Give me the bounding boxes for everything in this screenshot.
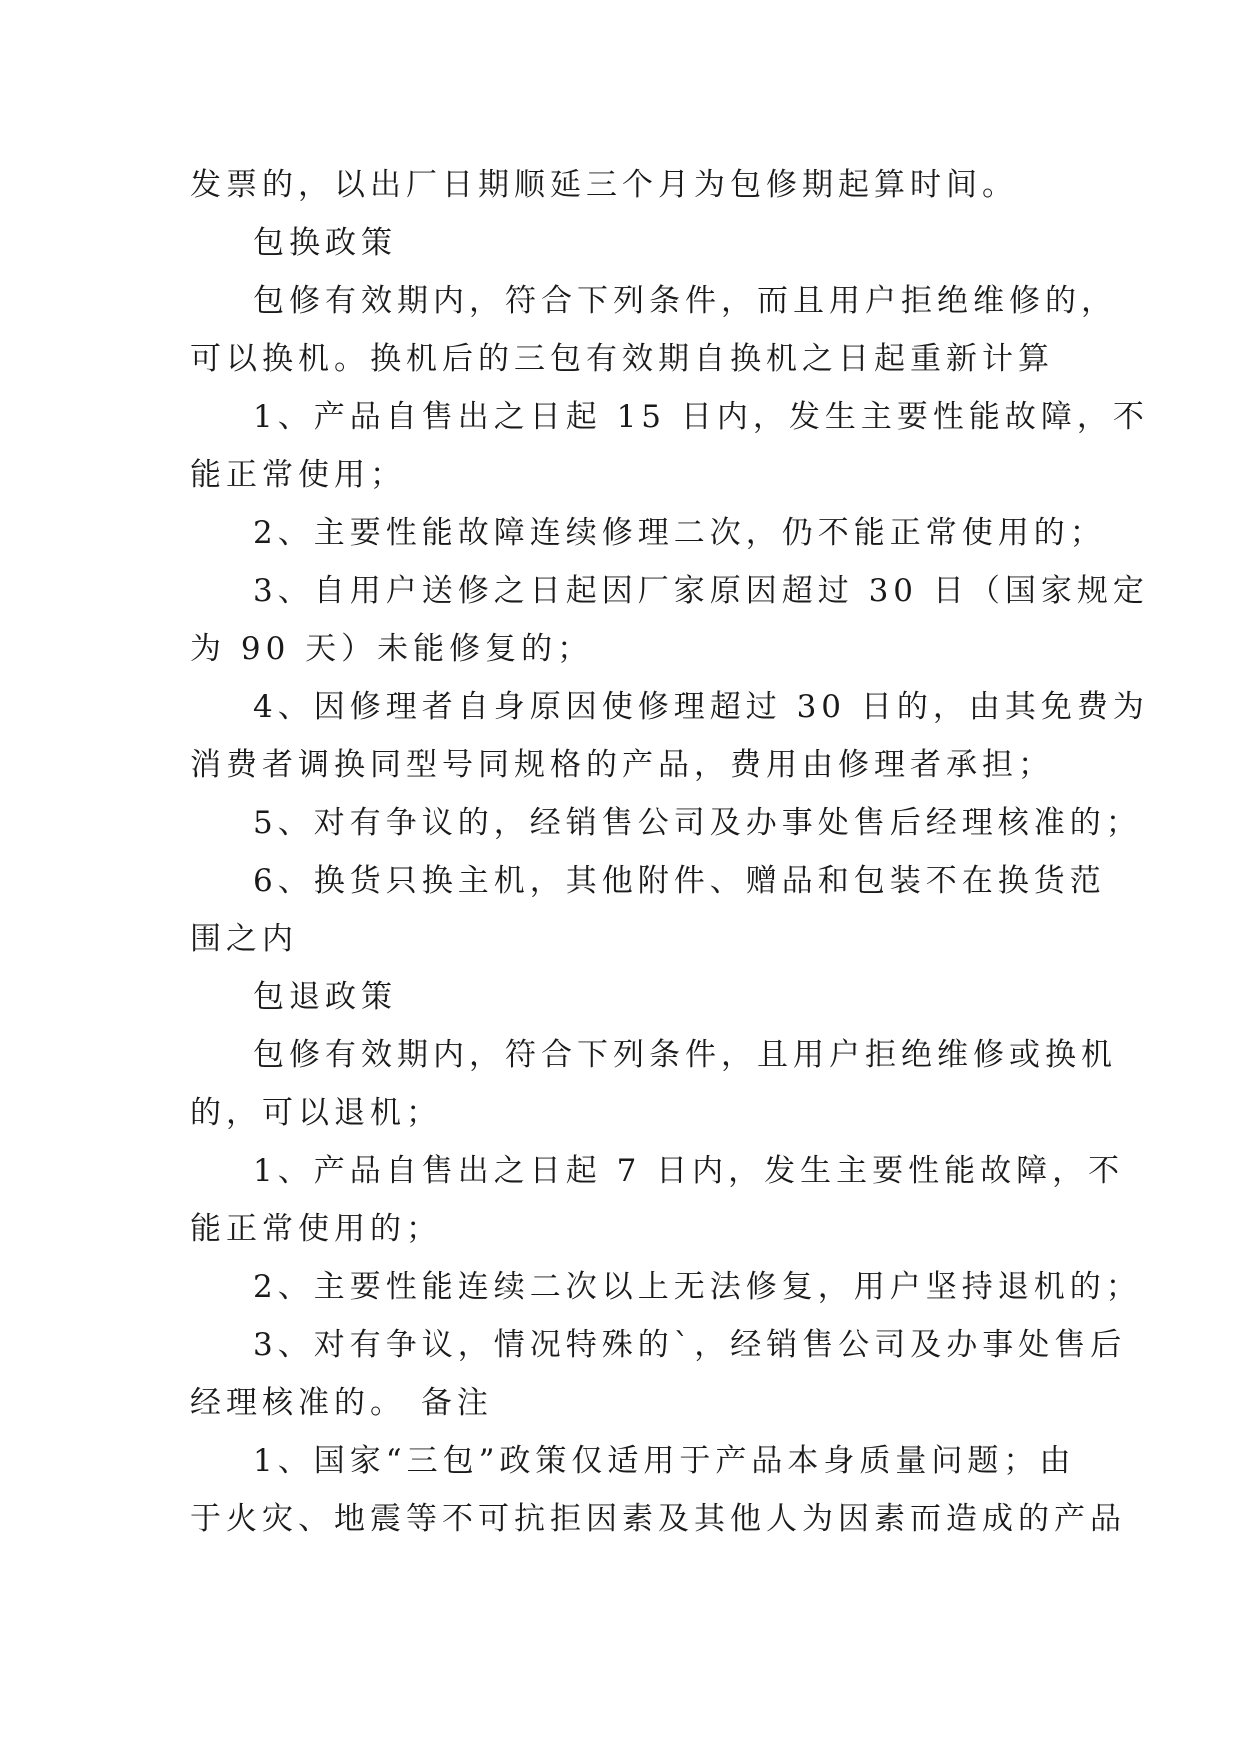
list-item: 2、主要性能故障连续修理二次，仍不能正常使用的； [253,515,1106,551]
list-item: 1、产品自售出之日起 15 日内，发生主要性能故障，不 [253,399,1149,435]
section-heading-return: 包退政策 [253,979,397,1015]
text-line: 能正常使用的； [190,1211,442,1247]
text-line: 于火灾、地震等不可抗拒因素及其他人为因素而造成的产品 [190,1501,1126,1537]
section-heading-exchange: 包换政策 [253,225,397,261]
text-line: 包修有效期内，符合下列条件，且用户拒绝维修或换机 [253,1037,1117,1073]
list-item: 1、产品自售出之日起 7 日内，发生主要性能故障，不 [253,1153,1125,1189]
text-line: 为 90 天）未能修复的； [190,631,594,667]
text-line: 能正常使用； [190,457,406,493]
text-line: 发票的，以出厂日期顺延三个月为包修期起算时间。 [190,167,1018,203]
text-line: 的，可以退机； [190,1095,442,1131]
list-item: 1、国家“三包”政策仅适用于产品本身质量问题；由 [253,1443,1076,1479]
list-item: 5、对有争议的，经销售公司及办事处售后经理核准的； [253,805,1142,841]
text-line: 可以换机。换机后的三包有效期自换机之日起重新计算 [190,341,1054,377]
text-line: 消费者调换同型号同规格的产品，费用由修理者承担； [190,747,1054,783]
list-item: 6、换货只换主机，其他附件、赠品和包装不在换货范 [253,863,1106,899]
text-line: 经理核准的。 备注 [190,1385,493,1421]
list-item: 2、主要性能连续二次以上无法修复，用户坚持退机的； [253,1269,1142,1305]
list-item: 4、因修理者自身原因使修理超过 30 日的，由其免费为 [253,689,1149,725]
list-item: 3、自用户送修之日起因厂家原因超过 30 日（国家规定 [253,573,1149,609]
text-line: 围之内 [190,921,298,957]
text-line: 包修有效期内，符合下列条件，而且用户拒绝维修的， [253,283,1117,319]
list-item: 3、对有争议，情况特殊的`，经销售公司及办事处售后 [253,1327,1127,1363]
